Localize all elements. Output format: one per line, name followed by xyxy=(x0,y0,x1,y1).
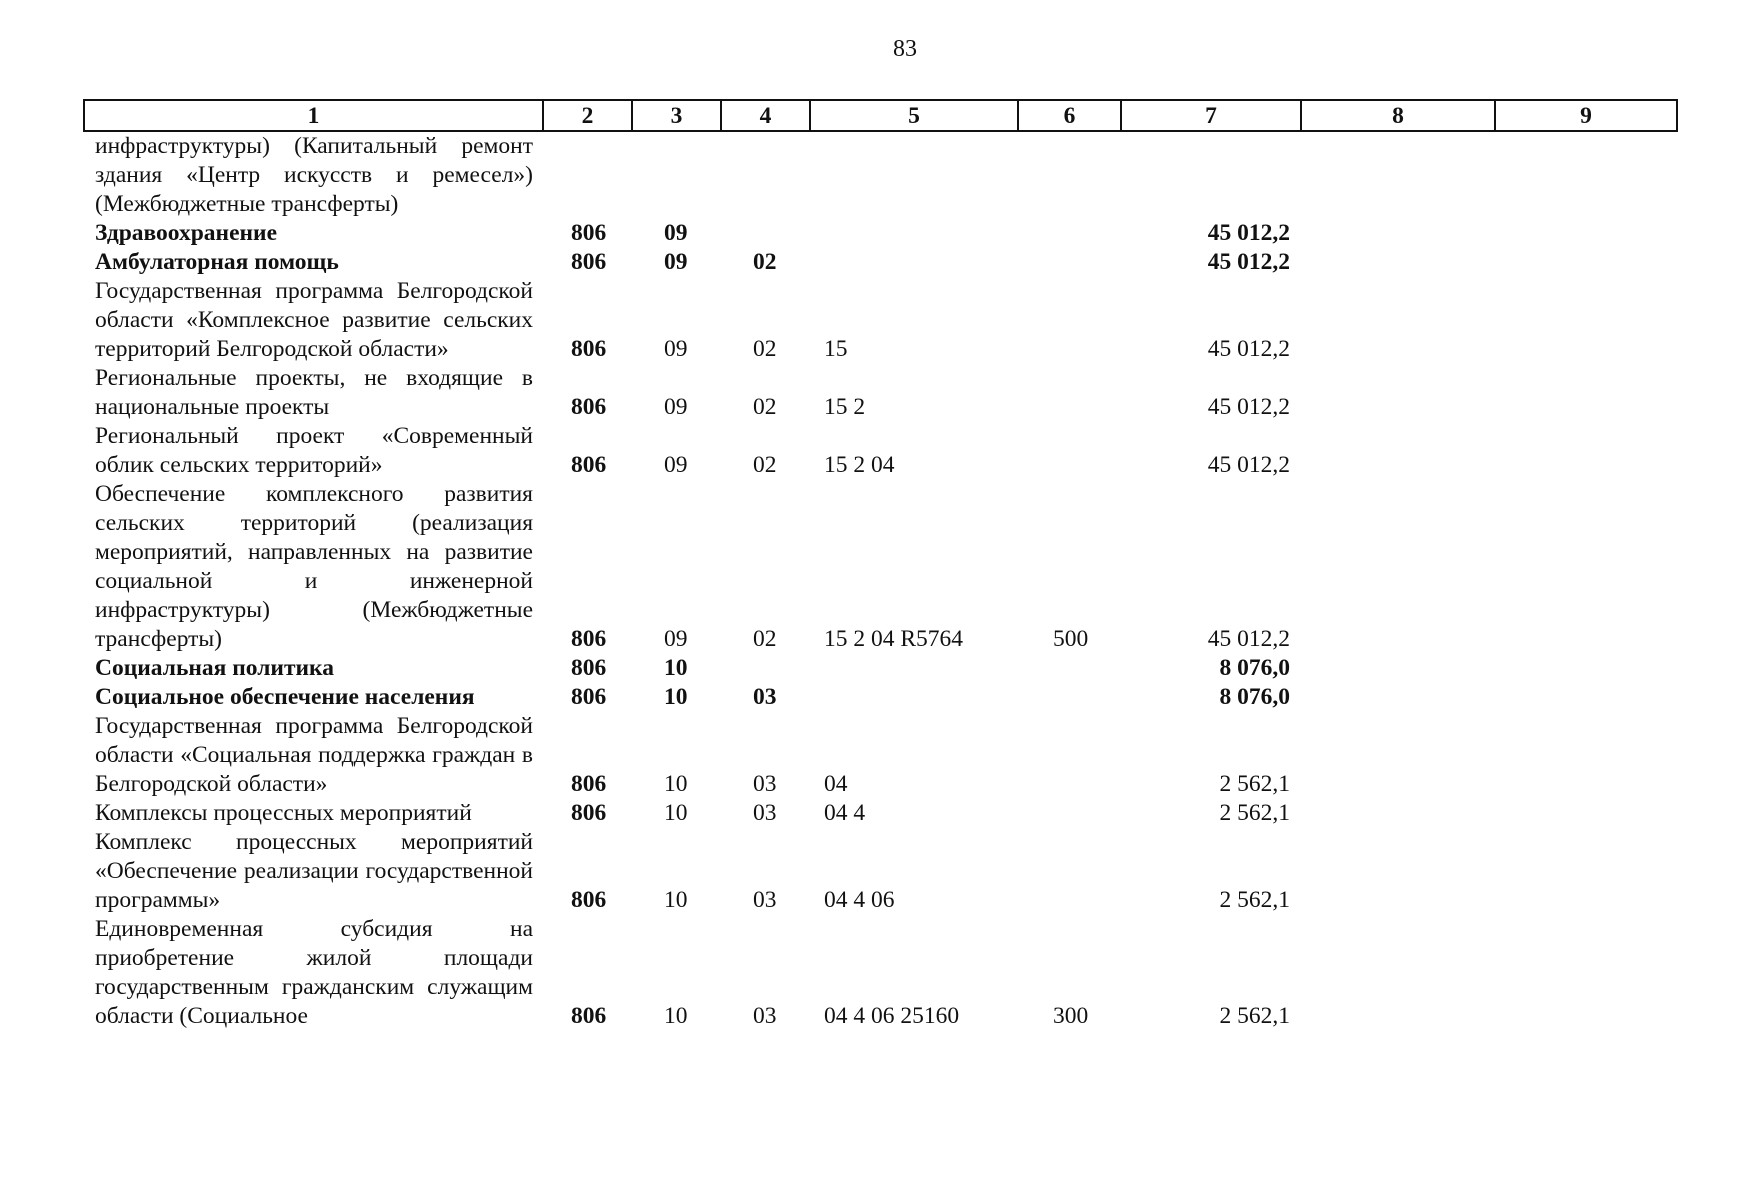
row-name-cell: Социальное обеспечение населения xyxy=(95,684,475,710)
row-section-cell: 10 xyxy=(664,771,688,797)
column-header-6: 6 xyxy=(1018,100,1121,131)
row-empty-cell-9 xyxy=(1495,712,1677,799)
row-amount-cell: 45 012,2 xyxy=(1207,336,1290,362)
row-target-article-cell: 04 4 xyxy=(824,800,866,826)
row-target-article-cell: 15 2 04 R5764 xyxy=(824,626,964,652)
row-section-cell xyxy=(632,131,721,219)
row-subsection-cell: 03 xyxy=(753,1003,777,1029)
row-amount-cell: 2 562,1 xyxy=(1219,771,1290,797)
row-expense-type-cell: 300 xyxy=(1053,1003,1089,1029)
row-target-article-cell: 15 xyxy=(824,336,848,362)
row-section-cell: 09 xyxy=(664,220,688,246)
row-empty-cell-9 xyxy=(1495,277,1677,364)
column-header-8: 8 xyxy=(1301,100,1495,131)
row-section-cell: 10 xyxy=(664,887,688,913)
row-target-article-cell xyxy=(810,654,1018,683)
row-name-cell: Здравоохранение xyxy=(95,220,278,246)
row-amount-cell: 8 076,0 xyxy=(1219,684,1290,710)
row-target-article-cell: 15 2 xyxy=(824,394,866,420)
row-expense-type-cell xyxy=(1018,799,1121,828)
row-empty-cell-9 xyxy=(1495,799,1677,828)
row-empty-cell-9 xyxy=(1495,654,1677,683)
row-target-article-cell xyxy=(810,219,1018,248)
row-expense-type-cell xyxy=(1018,683,1121,712)
row-empty-cell-8 xyxy=(1301,828,1495,915)
row-target-article-cell xyxy=(810,131,1018,219)
row-subsection-cell: 02 xyxy=(753,394,777,420)
page-number: 83 xyxy=(893,36,917,62)
row-empty-cell-8 xyxy=(1301,277,1495,364)
table-row xyxy=(84,219,1677,248)
column-header-5: 5 xyxy=(810,100,1018,131)
row-code-cell: 806 xyxy=(571,887,607,913)
row-empty-cell-8 xyxy=(1301,712,1495,799)
row-amount-cell xyxy=(1121,131,1301,219)
row-expense-type-cell xyxy=(1018,654,1121,683)
row-target-article-cell: 04 xyxy=(824,771,848,797)
row-expense-type-cell: 500 xyxy=(1053,626,1089,652)
row-name-cell: Комплексы процессных мероприятий xyxy=(95,800,472,826)
table-row xyxy=(84,828,1677,915)
row-subsection-cell: 03 xyxy=(753,684,777,710)
row-section-cell: 09 xyxy=(664,452,688,478)
budget-table xyxy=(83,99,1678,1031)
row-empty-cell-9 xyxy=(1495,480,1677,654)
row-name-cell: Государственная программа Белгородской области «Социальная поддержка граждан в Белгородской области» xyxy=(95,713,533,797)
row-empty-cell-9 xyxy=(1495,828,1677,915)
row-empty-cell-8 xyxy=(1301,683,1495,712)
row-code-cell: 806 xyxy=(571,626,607,652)
table-row xyxy=(84,364,1677,422)
row-code-cell: 806 xyxy=(571,655,607,681)
row-code-cell: 806 xyxy=(571,771,607,797)
row-name-cell: инфраструктуры) (Капитальный ремонт здания «Центр искусств и ремесел») (Межбюджетные трансферты) xyxy=(95,133,533,217)
row-expense-type-cell xyxy=(1018,828,1121,915)
row-subsection-cell: 03 xyxy=(753,800,777,826)
row-code-cell: 806 xyxy=(571,394,607,420)
row-section-cell: 09 xyxy=(664,394,688,420)
row-code-cell: 806 xyxy=(571,336,607,362)
row-subsection-cell: 02 xyxy=(753,452,777,478)
table-row xyxy=(84,915,1677,1031)
row-empty-cell-9 xyxy=(1495,915,1677,1031)
row-empty-cell-9 xyxy=(1495,219,1677,248)
row-empty-cell-8 xyxy=(1301,799,1495,828)
row-amount-cell: 45 012,2 xyxy=(1207,220,1290,246)
row-subsection-cell: 02 xyxy=(753,626,777,652)
row-amount-cell: 8 076,0 xyxy=(1219,655,1290,681)
row-name-cell: Социальная политика xyxy=(95,655,334,681)
table-row xyxy=(84,654,1677,683)
table-row xyxy=(84,131,1677,219)
row-target-article-cell xyxy=(810,683,1018,712)
row-empty-cell-8 xyxy=(1301,219,1495,248)
column-header-7: 7 xyxy=(1121,100,1301,131)
row-empty-cell-8 xyxy=(1301,480,1495,654)
table-body xyxy=(84,131,1677,1031)
row-name-cell: Амбулаторная помощь xyxy=(95,249,339,275)
row-section-cell: 10 xyxy=(664,655,688,681)
row-code-cell: 806 xyxy=(571,684,607,710)
row-amount-cell: 45 012,2 xyxy=(1207,626,1290,652)
row-empty-cell-8 xyxy=(1301,654,1495,683)
row-subsection-cell: 02 xyxy=(753,249,777,275)
table-row xyxy=(84,422,1677,480)
row-code-cell: 806 xyxy=(571,220,607,246)
row-amount-cell: 45 012,2 xyxy=(1207,394,1290,420)
row-code-cell: 806 xyxy=(571,1003,607,1029)
row-empty-cell-8 xyxy=(1301,364,1495,422)
row-empty-cell-9 xyxy=(1495,364,1677,422)
row-expense-type-cell xyxy=(1018,422,1121,480)
row-expense-type-cell xyxy=(1018,712,1121,799)
table-header-row xyxy=(84,100,1677,131)
row-section-cell: 10 xyxy=(664,800,688,826)
row-subsection-cell: 03 xyxy=(753,887,777,913)
row-amount-cell: 2 562,1 xyxy=(1219,887,1290,913)
row-amount-cell: 45 012,2 xyxy=(1207,249,1290,275)
row-code-cell: 806 xyxy=(571,249,607,275)
row-expense-type-cell xyxy=(1018,277,1121,364)
row-empty-cell-8 xyxy=(1301,915,1495,1031)
row-name-cell: Обеспечение комплексного развития сельских территорий (реализация мероприятий, направленных на развитие социальной и инженерной инфраструктуры) (Межбюджетные трансферты) xyxy=(95,481,533,652)
table-row xyxy=(84,799,1677,828)
row-code-cell xyxy=(543,131,632,219)
table-row xyxy=(84,712,1677,799)
row-expense-type-cell xyxy=(1018,248,1121,277)
row-code-cell: 806 xyxy=(571,452,607,478)
row-target-article-cell: 15 2 04 xyxy=(824,452,895,478)
row-expense-type-cell xyxy=(1018,364,1121,422)
row-section-cell: 09 xyxy=(664,336,688,362)
row-empty-cell-8 xyxy=(1301,131,1495,219)
row-empty-cell-9 xyxy=(1495,422,1677,480)
column-header-4: 4 xyxy=(721,100,810,131)
table-row xyxy=(84,683,1677,712)
column-header-3: 3 xyxy=(632,100,721,131)
row-empty-cell-9 xyxy=(1495,248,1677,277)
column-header-1: 1 xyxy=(84,100,543,131)
column-header-9: 9 xyxy=(1495,100,1677,131)
row-section-cell: 10 xyxy=(664,1003,688,1029)
row-name-cell: Региональный проект «Современный облик сельских территорий» xyxy=(95,423,533,478)
row-name-cell: Региональные проекты, не входящие в национальные проекты xyxy=(95,365,533,420)
row-subsection-cell xyxy=(721,131,810,219)
row-subsection-cell xyxy=(721,654,810,683)
row-target-article-cell: 04 4 06 25160 xyxy=(824,1003,960,1029)
row-section-cell: 10 xyxy=(664,684,688,710)
row-amount-cell: 2 562,1 xyxy=(1219,1003,1290,1029)
row-empty-cell-9 xyxy=(1495,683,1677,712)
row-code-cell: 806 xyxy=(571,800,607,826)
row-amount-cell: 2 562,1 xyxy=(1219,800,1290,826)
row-target-article-cell xyxy=(810,248,1018,277)
table-row xyxy=(84,277,1677,364)
table-row xyxy=(84,480,1677,654)
row-amount-cell: 45 012,2 xyxy=(1207,452,1290,478)
row-name-cell: Единовременная субсидия на приобретение жилой площади государственным гражданским служащим области (Социальное xyxy=(95,916,533,1029)
row-section-cell: 09 xyxy=(664,249,688,275)
row-subsection-cell xyxy=(721,219,810,248)
column-header-2: 2 xyxy=(543,100,632,131)
row-expense-type-cell xyxy=(1018,219,1121,248)
row-section-cell: 09 xyxy=(664,626,688,652)
row-name-cell: Государственная программа Белгородской области «Комплексное развитие сельских территорий Белгородской области» xyxy=(95,278,533,362)
row-empty-cell-8 xyxy=(1301,248,1495,277)
row-expense-type-cell xyxy=(1018,131,1121,219)
table-row xyxy=(84,248,1677,277)
row-name-cell: Комплекс процессных мероприятий «Обеспечение реализации государственной программы» xyxy=(95,829,533,913)
row-empty-cell-9 xyxy=(1495,131,1677,219)
row-subsection-cell: 03 xyxy=(753,771,777,797)
row-target-article-cell: 04 4 06 xyxy=(824,887,895,913)
row-subsection-cell: 02 xyxy=(753,336,777,362)
row-empty-cell-8 xyxy=(1301,422,1495,480)
